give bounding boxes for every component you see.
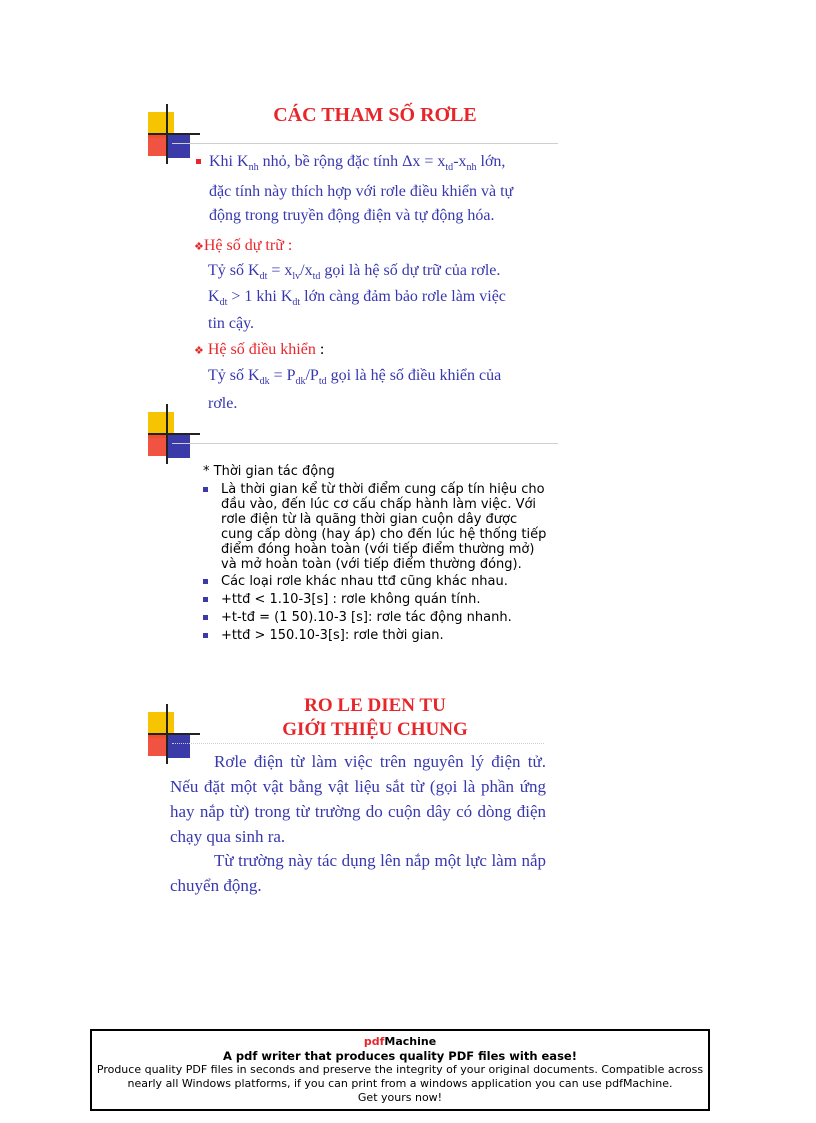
pdfmachine-line-2: nearly all Windows platforms, if you can print from a windows application you can use pdfMachine. [127, 1077, 673, 1090]
list-item: +ttđ > 150.10-3[s]: rơle thời gian. [203, 628, 548, 643]
pdfmachine-footer [90, 1029, 710, 1111]
bullet-kh: Khi $K_{nh}$ nhỏ, bề rộng đặc tính $\Delta x = x_{td}-x_{nh}$ lớn, đặc tính này thích hợp với rơle điều khiển và tự động trong truyền động điện và tự động hóa. [196, 150, 566, 228]
bullet-square-icon [196, 159, 201, 164]
list-item: Các loại rơle khác nhau ttđ cũng khác nhau. [203, 574, 548, 589]
text-he-so-dieu-khien: Tỷ số $K_{dk} = P_{dk}/P_{td}$ gọi là hệ số điều khiển của rơle. [208, 366, 502, 412]
divider-2 [172, 443, 558, 445]
slide3-paragraph-1: Rơle điện từ làm việc trên nguyên lý điện tử. Nếu đặt một vật bằng vật liệu sắt từ (gọi là phần ứng hay nắp từ) trong từ trường do cuộn dây có dòng điện chạy qua sinh ra. [170, 752, 546, 846]
text-he-so-du-tru: Tỷ số $K_{dt} = x_{lv}/x_{td}$ gọi là hệ số dự trữ của rơle. $K_{dt} > 1$ khi $K_{dt}$ lớn càng đảm bảo rơle làm việc tin cậy. [208, 262, 506, 332]
slide3-title-1: RO LE DIEN TU [304, 695, 446, 716]
diamond-bullet-icon: ❖ [194, 344, 204, 357]
diamond-bullet-icon: ❖ [194, 241, 204, 254]
heading-he-so-du-tru: ❖Hệ số dự trữ : [194, 237, 293, 255]
list-item: +t-tđ = (1 50).10-3 [s]: rơle tác động nhanh. [203, 610, 548, 625]
slide3-title-2: GIỚI THIỆU CHUNG [282, 719, 468, 740]
slide3-paragraph-2: Từ trường này tác dụng lên nắp một lực làm nắp chuyển động. [170, 851, 546, 895]
pdfmachine-line-1: Produce quality PDF files in seconds and preserve the integrity of your original documents. Compatible across [96, 1063, 704, 1076]
heading-he-so-dieu-khien: ❖ Hệ số điều khiển : [194, 340, 325, 358]
slide1-body [196, 150, 566, 415]
slide2-heading: * Thời gian tác động [203, 464, 335, 479]
pdfmachine-tagline: A pdf writer that produces quality PDF files with ease! [223, 1049, 577, 1063]
list-item: +ttđ < 1.10-3[s] : rơle không quán tính. [203, 592, 548, 607]
divider-1 [172, 143, 558, 145]
pdfmachine-brand: pdfMachine [363, 1035, 437, 1048]
slide1-title: CÁC THAM SỐ RƠLE [273, 104, 477, 126]
list-item: Là thời gian kể từ thời điểm cung cấp tín hiệu cho đầu vào, đến lúc cơ cấu chấp hành làm việc. Với rơle điện từ là quãng thời gian cuộn dây được cung cấp dòng (hay áp) cho đến lúc hệ thống tiếp điểm đóng hoàn toàn (với tiếp điểm thường mở) và mở hoàn toàn (với tiếp điểm thường đóng). [203, 482, 548, 572]
pdfmachine-get-yours[interactable]: Get yours now! [357, 1091, 443, 1104]
slide-logo-2 [148, 412, 198, 462]
divider-3 [172, 743, 544, 745]
slide-logo-1 [148, 112, 198, 162]
slide2-body [203, 464, 548, 645]
